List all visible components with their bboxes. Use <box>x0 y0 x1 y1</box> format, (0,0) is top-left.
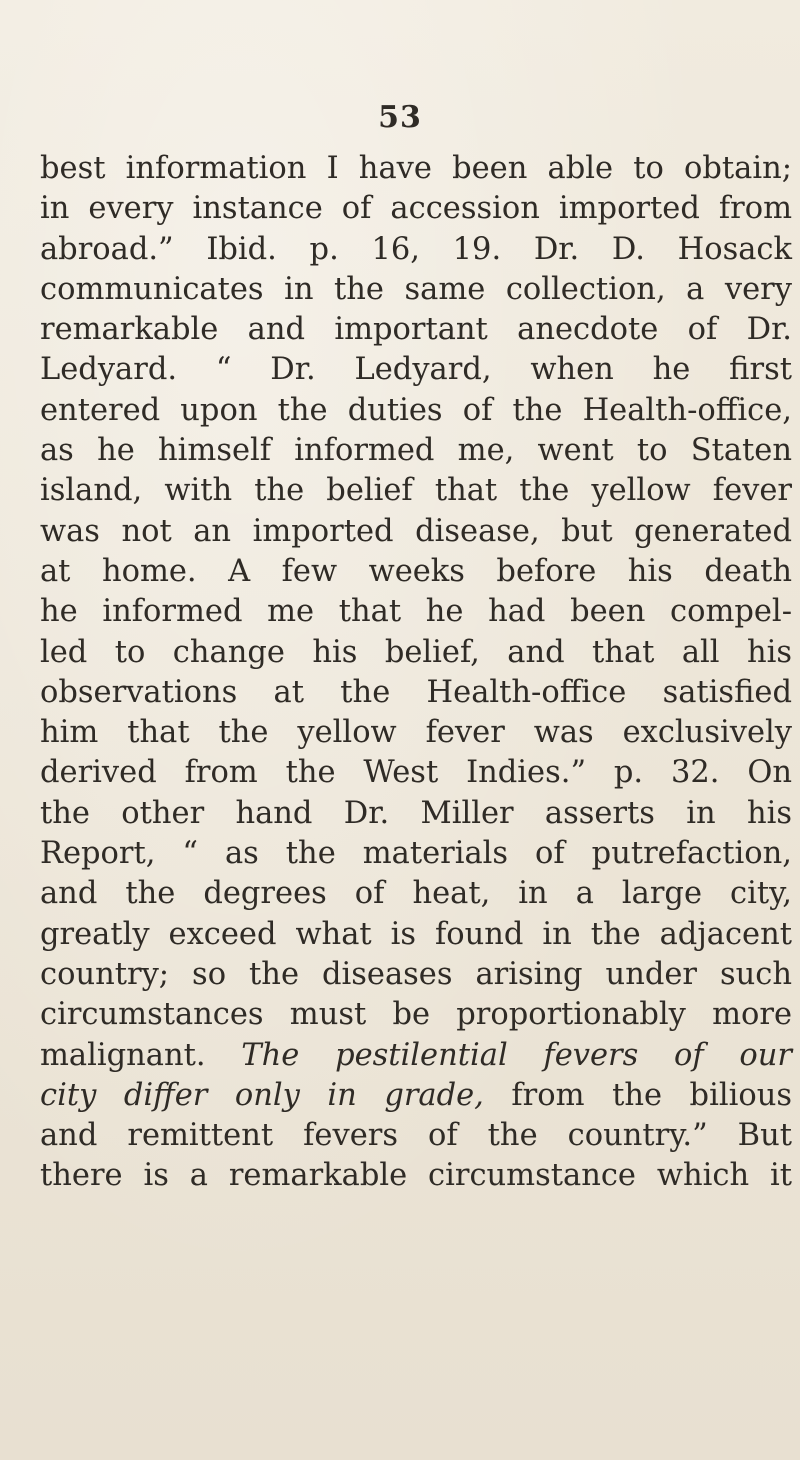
text-line: abroad.” Ibid. p. 16, 19. Dr. D. Hosack <box>40 231 792 267</box>
text-line: entered upon the duties of the Health-office, <box>40 392 792 428</box>
text-line: and the degrees of heat, in a large city, <box>40 876 792 912</box>
text-line: led to change his belief, and that all his <box>40 634 792 670</box>
text-line: remarkable and important anecdote of Dr. <box>40 312 792 348</box>
text-line: greatly exceed what is found in the adjacent <box>40 916 792 952</box>
text-line: him that the yellow fever was exclusively <box>40 715 792 751</box>
body-text <box>40 149 792 1197</box>
text-line: derived from the West Indies.” p. 32. On <box>40 755 792 791</box>
text-line: there is a remarkable circumstance which it <box>40 1158 792 1194</box>
text-line: country; so the diseases arising under such <box>40 956 792 992</box>
text-line: at home. A few weeks before his death <box>40 553 792 589</box>
page-number: 53 <box>378 100 422 135</box>
text-line: communicates in the same collection, a very <box>40 271 792 307</box>
text-line: he informed me that he had been compel- <box>40 594 792 630</box>
text-line: circumstances must be proportionably more <box>40 997 792 1033</box>
italic-text: The pestilential fevers of our <box>241 1037 792 1073</box>
roman-text: malignant. <box>40 1037 242 1073</box>
text-line: and remittent fevers of the country.” But <box>40 1118 792 1154</box>
text-line: as he himself informed me, went to Staten <box>40 433 792 469</box>
text-line: Ledyard. “ Dr. Ledyard, when he first <box>40 352 792 388</box>
text-line: was not an imported disease, but generated <box>40 513 792 549</box>
text-line: Report, “ as the materials of putrefaction, <box>40 836 792 872</box>
text-line: island, with the belief that the yellow fever <box>40 473 792 509</box>
text-line: the other hand Dr. Miller asserts in his <box>40 795 792 831</box>
italic-text: city differ only in grade, <box>40 1077 484 1113</box>
text-line-mixed <box>40 1076 792 1116</box>
text-line: observations at the Health-office satisfied <box>40 674 792 710</box>
roman-text: from the bilious <box>483 1077 792 1113</box>
text-line-mixed <box>40 1036 792 1076</box>
text-line: in every instance of accession imported from <box>40 191 792 227</box>
text-line: best information I have been able to obtain; <box>40 151 792 186</box>
